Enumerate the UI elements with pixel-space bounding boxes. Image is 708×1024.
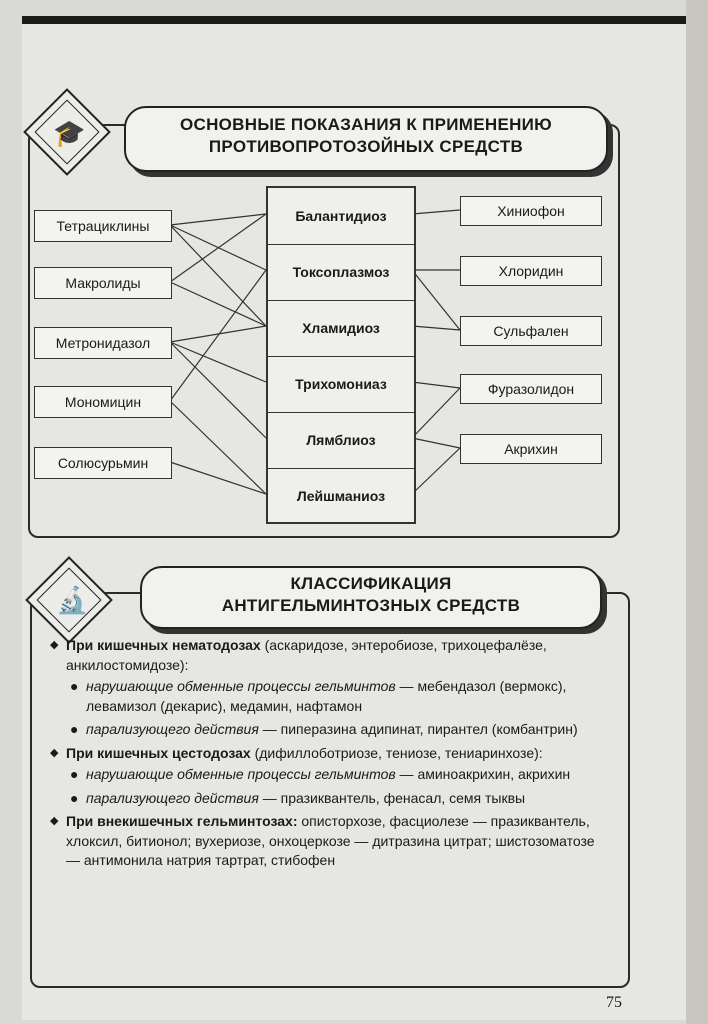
left-drug-item: Солюсурьмин xyxy=(34,447,172,479)
connector-line xyxy=(412,438,460,448)
connector-line xyxy=(412,270,460,330)
dot-bullet-icon: ● xyxy=(70,721,79,737)
right-drug-item: Хлоридин xyxy=(460,256,602,286)
diamond-bullet-icon: ◆ xyxy=(50,746,59,759)
disease-item: Трихомониаз xyxy=(268,356,414,413)
left-drug-item: Тетрациклины xyxy=(34,210,172,242)
list-item: ◆ При внекишечных гельминтозах: описторхозе, фасциолезе — празиквантель, хлоксил, битионол; вухериозе, онхоцеркозе — дитразина цитрат; шистозоматозе — антимонила натрия тартрат, стибофен xyxy=(50,813,595,868)
right-drug-item: Акрихин xyxy=(460,434,602,464)
section2-title: КЛАССИФИКАЦИЯ АНТИГЕЛЬМИНТОЗНЫХ СРЕДСТВ xyxy=(140,566,602,629)
diamond-bullet-icon: ◆ xyxy=(50,639,59,651)
connector-line xyxy=(170,282,266,326)
disease-item: Балантидиоз xyxy=(268,188,414,245)
dot-bullet-icon: ● xyxy=(70,766,79,782)
microscope-icon: 🔬 xyxy=(56,585,89,615)
connector-line xyxy=(412,326,460,330)
connector-line xyxy=(170,214,266,282)
list-item: ◆ При кишечных цестодозах (дифиллоботриозе, тениозе, тениаринхозе): xyxy=(50,744,610,764)
section1-title: ОСНОВНЫЕ ПОКАЗАНИЯ К ПРИМЕНЕНИЮ ПРОТИВОПРОТОЗОЙНЫХ СРЕДСТВ xyxy=(124,106,608,172)
page-number: 75 xyxy=(606,994,622,1011)
connector-line xyxy=(170,270,266,401)
classification-list xyxy=(50,636,610,871)
connector-line xyxy=(170,462,266,494)
sub-list-item: ● нарушающие обменные процессы гельминтов — аминоакрихин, акрихин xyxy=(50,765,610,785)
right-drug-item: Сульфален xyxy=(460,316,602,346)
dot-bullet-icon: ● xyxy=(70,789,79,806)
connector-line xyxy=(412,382,460,388)
disease-item: Хламидиоз xyxy=(268,300,414,357)
disease-column xyxy=(266,186,416,524)
right-drug-item: Хиниофон xyxy=(460,196,602,226)
connector-line xyxy=(412,388,460,438)
list-item: ◆ При кишечных нематодозах (аскаридозе, энтеробиозе, трихоцефалёзе, анкилостомидозе): xyxy=(50,637,547,673)
connector-line xyxy=(170,342,266,382)
connector-line xyxy=(170,326,266,342)
sub-list-item: ● парализующего действия — празиквантель, фенасал, семя тыквы xyxy=(50,789,610,809)
disease-item: Лямблиоз xyxy=(268,412,414,469)
connector-line xyxy=(170,225,266,326)
left-drug-item: Макролиды xyxy=(34,267,172,299)
connector-line xyxy=(412,448,460,494)
connector-line xyxy=(170,401,266,494)
graduation-cap-icon: 🎓 xyxy=(53,118,86,148)
sub-list-item: ● парализующего действия — пиперазина адипинат, пирантел (комбантрин) xyxy=(50,720,610,740)
connector-line xyxy=(170,214,266,225)
connector-line xyxy=(412,210,460,214)
left-drug-item: Метронидазол xyxy=(34,327,172,359)
disease-item: Токсоплазмоз xyxy=(268,244,414,301)
dot-bullet-icon: ● xyxy=(70,678,79,694)
disease-item: Лейшманиоз xyxy=(296,488,386,504)
left-drug-item: Мономицин xyxy=(34,386,172,418)
sub-list-item: ● нарушающие обменные процессы гельминтов — мебендазол (вермокс), левамизол (декарис), медамин, нафтамон xyxy=(70,678,567,714)
connector-line xyxy=(170,342,266,438)
diamond-bullet-icon: ◆ xyxy=(50,815,59,827)
right-drug-item: Фуразолидон xyxy=(460,374,602,404)
